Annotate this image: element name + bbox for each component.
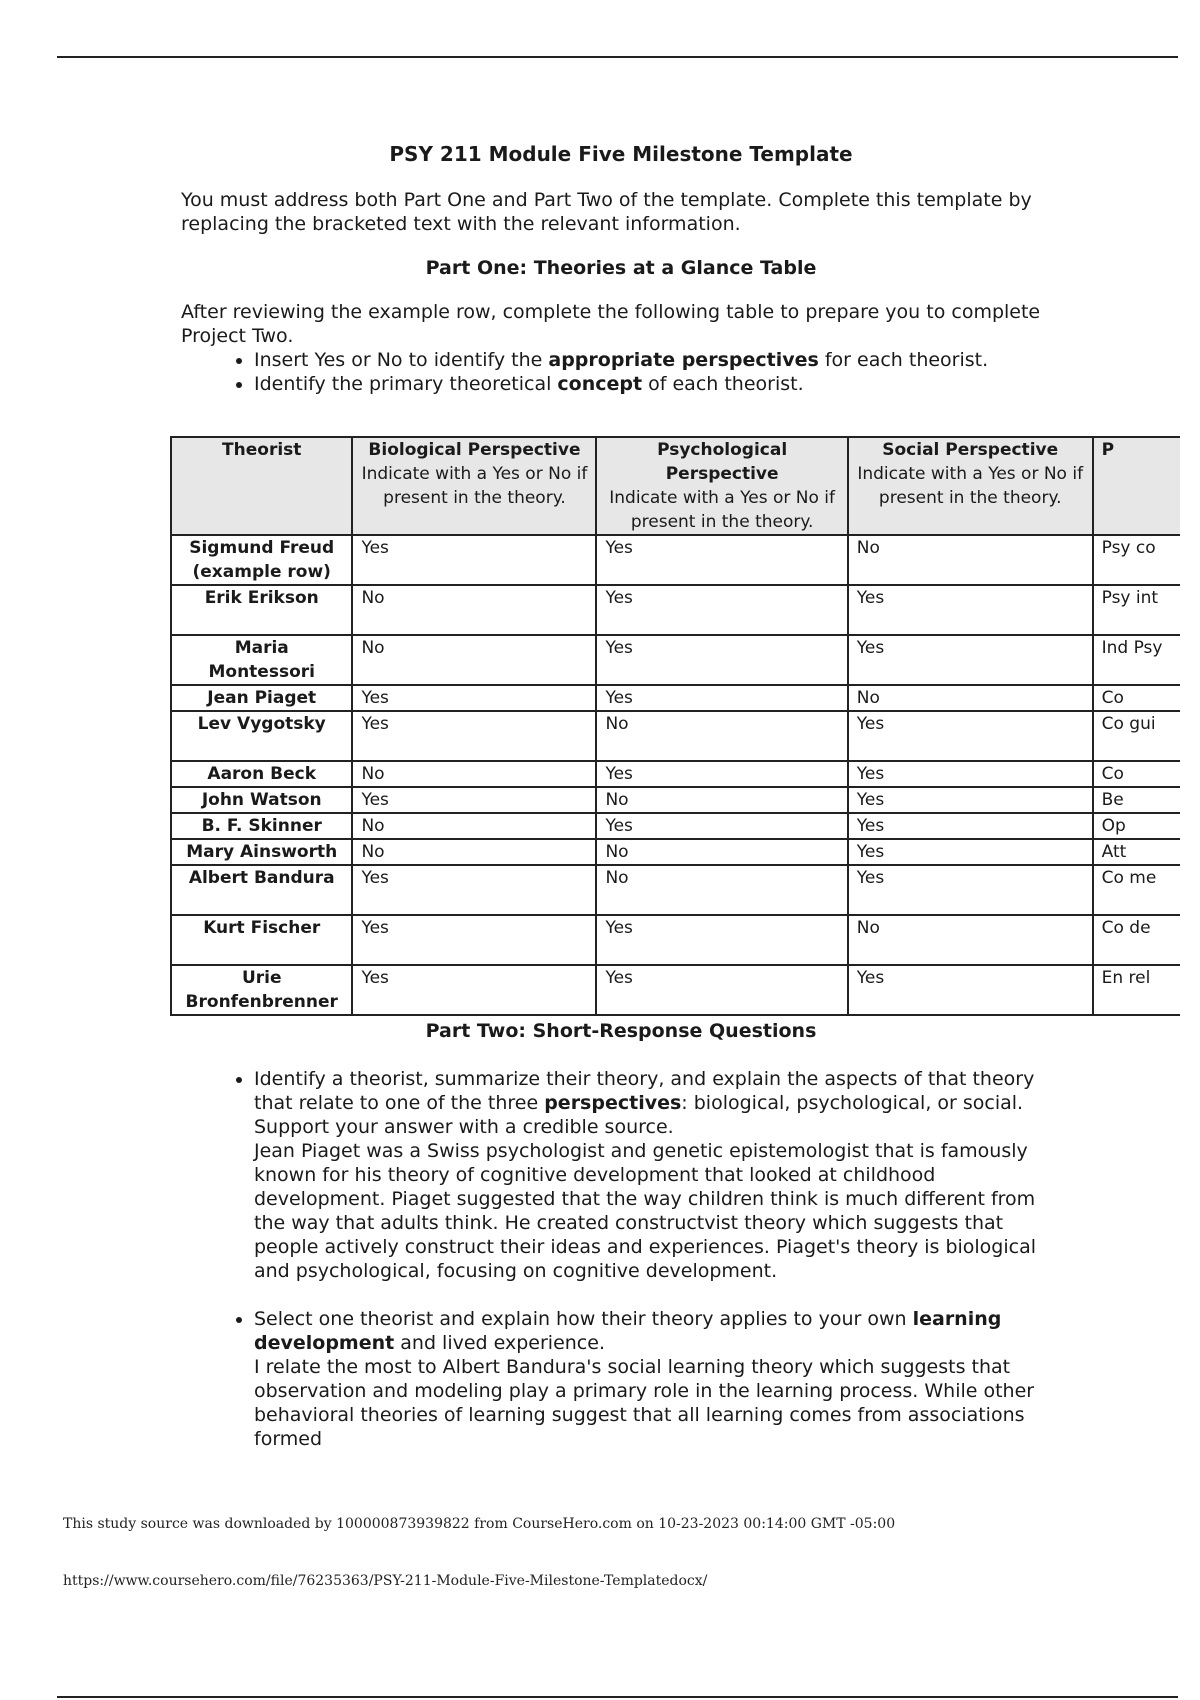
- table-row: Maria Montessori No Yes Yes Ind Psy: [171, 635, 1199, 685]
- table-row: Urie Bronfenbrenner Yes Yes Yes En rel: [171, 965, 1199, 1015]
- table-header-row: [171, 437, 1199, 535]
- instruction-item: • Identify the primary theoretical concept of each theorist.: [254, 372, 1061, 396]
- question-list: [181, 1067, 1061, 1451]
- table-row: John Watson Yes No Yes Be: [171, 787, 1199, 813]
- download-notice: This study source was downloaded by 100000873939822 from CourseHero.com on 10-23-2023 00:14:00 GMT -05:00: [63, 1516, 896, 1532]
- part-one-intro: After reviewing the example row, complete the following table to prepare you to complete Project Two.: [181, 301, 1041, 347]
- table-row: Erik Erikson No Yes Yes Psy int: [171, 585, 1199, 635]
- bottom-rule: [57, 1696, 1178, 1698]
- table-row: Lev Vygotsky Yes No Yes Co gui: [171, 711, 1199, 761]
- table-row: Albert Bandura Yes No Yes Co me: [171, 865, 1199, 915]
- top-rule: [57, 56, 1178, 58]
- header-psychological: Psychological Perspective Indicate with a Yes or No if present in the theory.: [596, 437, 847, 535]
- table-row: B. F. Skinner No Yes Yes Op: [171, 813, 1199, 839]
- table-row: Aaron Beck No Yes Yes Co: [171, 761, 1199, 787]
- part-one-title: Part One: Theories at a Glance Table: [425, 257, 817, 279]
- instruction-list: [181, 348, 1061, 396]
- table-row: Mary Ainsworth No No Yes Att: [171, 839, 1199, 865]
- header-theorist: Theorist: [171, 437, 352, 535]
- document-body: [181, 140, 1061, 396]
- page-edge-mask: [1180, 0, 1200, 1700]
- page-title: PSY 211 Module Five Milestone Template: [389, 142, 853, 166]
- question-text: • Select one theorist and explain how their theory applies to your own learning development and lived experience.: [254, 1308, 1002, 1354]
- question-text: • Identify a theorist, summarize their theory, and explain the aspects of that theory that relate to one of the three perspectives: biological, psychological, or social. Support your answer with a credible source.: [254, 1068, 1035, 1138]
- part-two-title: Part Two: Short-Response Questions: [425, 1020, 817, 1042]
- header-social: Social Perspective Indicate with a Yes or No if present in the theory.: [848, 437, 1093, 535]
- instruction-item: • Insert Yes or No to identify the appropriate perspectives for each theorist.: [254, 348, 1061, 372]
- table-row: Jean Piaget Yes Yes No Co: [171, 685, 1199, 711]
- answer-text: Jean Piaget was a Swiss psychologist and genetic epistemologist that is famously known for his theory of cognitive development that looked at childhood development. Piaget suggested that the way children think is much different from the way that adults think. He created constructvist theory which suggests that people actively construct their ideas and experiences. Piaget's theory is biological and psychological, focusing on cognitive development.: [254, 1140, 1037, 1282]
- question-item: [254, 1307, 1061, 1451]
- question-item: [254, 1067, 1061, 1283]
- part-two-section: [181, 1015, 1061, 1475]
- header-primary-concept: P: [1093, 437, 1199, 535]
- table-row: Sigmund Freud (example row) Yes Yes No Psy co: [171, 535, 1199, 585]
- intro-paragraph: You must address both Part One and Part Two of the template. Complete this template by replacing the bracketed text with the relevant information.: [181, 189, 1032, 235]
- answer-text: I relate the most to Albert Bandura's social learning theory which suggests that observation and modeling play a primary role in the learning process. While other behavioral theories of learning suggest that all learning comes from associations formed: [254, 1356, 1035, 1450]
- theories-table: [170, 436, 1200, 1016]
- source-url[interactable]: https://www.coursehero.com/file/76235363/PSY-211-Module-Five-Milestone-Templatedocx/: [63, 1573, 708, 1589]
- table-row: Kurt Fischer Yes Yes No Co de: [171, 915, 1199, 965]
- header-biological: Biological Perspective Indicate with a Yes or No if present in the theory.: [352, 437, 596, 535]
